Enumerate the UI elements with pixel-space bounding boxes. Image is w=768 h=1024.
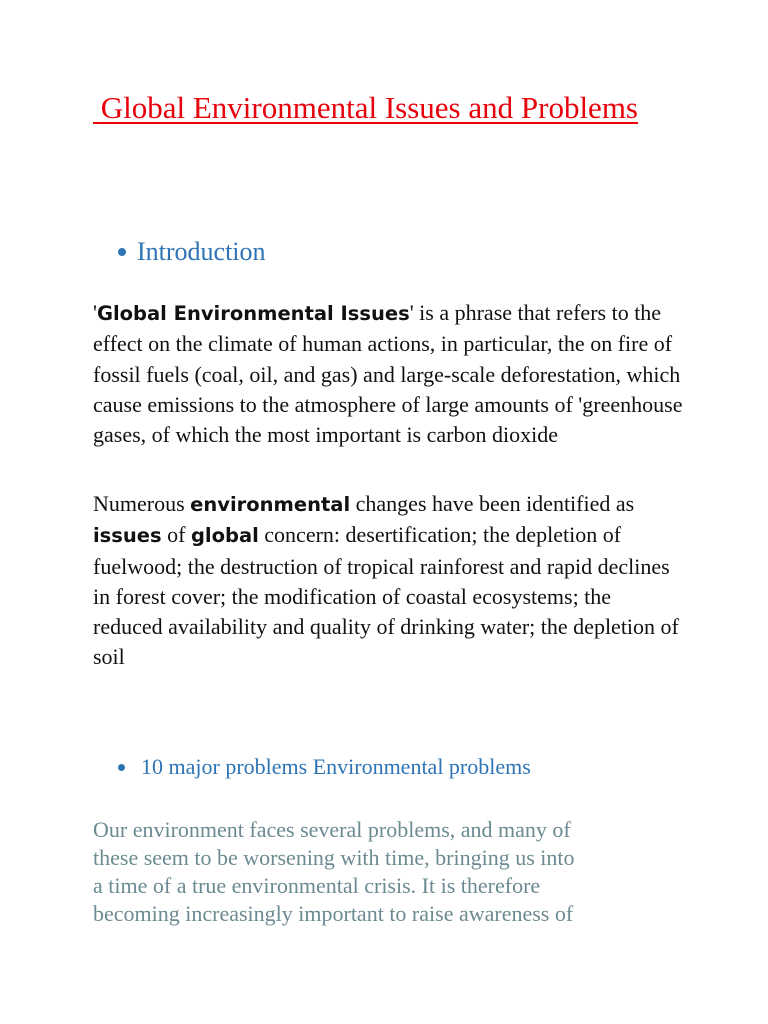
paragraph-issues-text-2: changes have been identified as — [350, 491, 635, 516]
bullet-icon — [118, 248, 126, 256]
bullet-icon — [118, 764, 125, 771]
term-global-environmental-issues: Global Environmental Issues — [96, 302, 410, 325]
paragraph-issues-text-1: Numerous — [93, 491, 191, 516]
paragraph-issues-text-4: concern: desertification; the depletion of fuelwood; the destruction of tropical rainforest and rapid declines in forest cover; the modification of coastal ecosystems; the reduced availability and quality of drinking water; the depletion of soil — [93, 522, 679, 670]
paragraph-line: these seem to be worsening with time, bringing us into — [93, 845, 575, 870]
paragraph-issues — [93, 489, 683, 673]
bold-environmental: environmental — [190, 493, 351, 516]
paragraph-issues-text-3: of — [161, 522, 191, 548]
page-title: Global Environmental Issues and Problems — [93, 90, 638, 125]
intro-list-item — [118, 234, 266, 270]
paragraph-definition-text: ' is a phrase that refers to the effect on the climate of human actions, in particular, the on fire of fossil fuels (coal, oil, and gas) and large-scale deforestation, which cause emissions to the atmosphere of large amounts of 'greenhouse gases, of which the most important is carbon dioxide — [93, 300, 683, 448]
open-quote: ' — [93, 300, 97, 325]
paragraph-line: Our environment faces several problems, and many of — [93, 817, 571, 842]
bold-global: global — [190, 524, 259, 548]
paragraph-line: a time of a true environmental crisis. It is therefore — [93, 873, 541, 898]
paragraph-line: becoming increasingly important to raise awareness of — [93, 901, 574, 926]
problems-list-item — [118, 752, 531, 782]
paragraph-environment-intro — [93, 816, 673, 928]
intro-heading: Introduction — [137, 237, 266, 266]
problems-heading: 10 major problems Environmental problems — [141, 754, 531, 779]
paragraph-definition — [93, 298, 683, 450]
bold-issues: issues — [93, 524, 162, 548]
